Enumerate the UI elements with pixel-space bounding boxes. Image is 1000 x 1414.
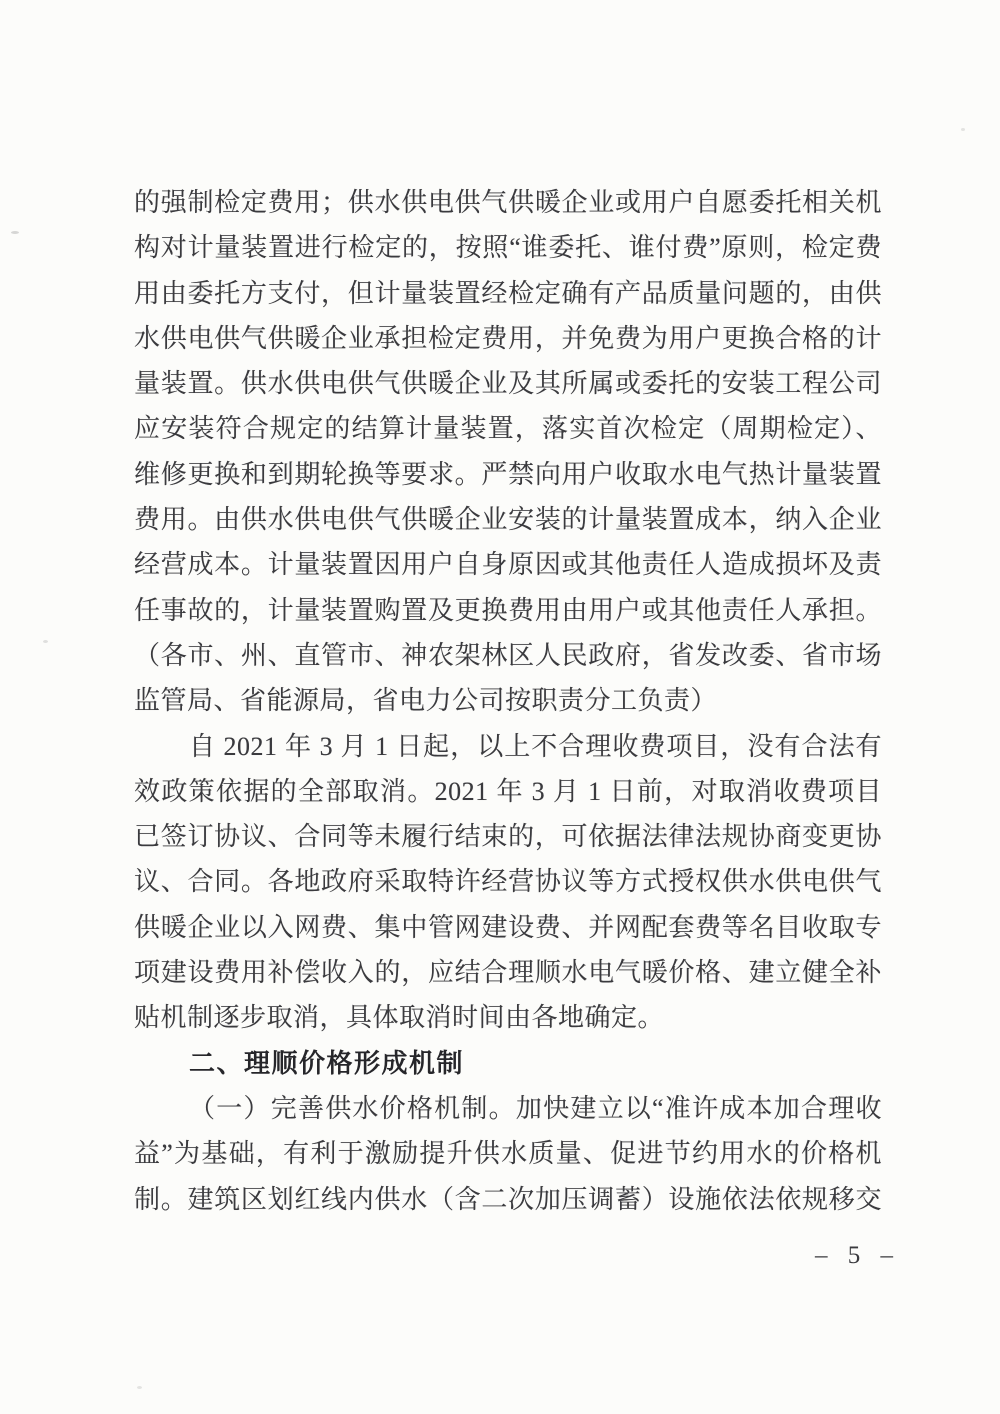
text-line: 任事故的，计量装置购置及更换费用由用户或其他责任人承担。 xyxy=(134,595,882,625)
document-body xyxy=(134,180,882,1222)
scan-speckle xyxy=(137,1386,142,1389)
text-line: 自 2021 年 3 月 1 日起，以上不合理收费项目，没有合法有 xyxy=(189,731,882,761)
text-line: 的强制检定费用；供水供电供气供暖企业或用户自愿委托相关机 xyxy=(134,188,882,217)
scan-speckle xyxy=(43,640,48,643)
text-line: 议、合同。各地政府采取特许经营协议等方式授权供水供电供气 xyxy=(134,867,882,897)
scan-speckle xyxy=(961,128,965,131)
text-line: 应安装符合规定的结算计量装置，落实首次检定（周期检定）、 xyxy=(134,414,882,444)
text-line: 贴机制逐步取消，具体取消时间由各地确定。 xyxy=(134,1003,665,1033)
text-line: 维修更换和到期轮换等要求。严禁向用户收取水电气热计量装置 xyxy=(134,459,882,489)
text-line: 供暖企业以入网费、集中管网建设费、并网配套费等名目收取专 xyxy=(134,912,882,942)
text-line: 项建设费用补偿收入的，应结合理顺水电气暖价格、建立健全补 xyxy=(134,958,882,988)
text-line: 构对计量装置进行检定的，按照“谁委托、谁付费”原则，检定费 xyxy=(134,233,882,263)
scan-speckle xyxy=(11,231,19,234)
page-number: – 5 – xyxy=(815,1242,900,1269)
text-line: （各市、州、直管市、神农架林区人民政府，省发改委、省市场 xyxy=(134,640,882,670)
text-line: （一）完善供水价格机制。加快建立以“准许成本加合理收 xyxy=(189,1093,882,1123)
text-line: 效政策依据的全部取消。2021 年 3 月 1 日前，对取消收费项目 xyxy=(134,776,882,806)
text-line: 二、理顺价格形成机制 xyxy=(189,1047,465,1078)
text-line: 水供电供气供暖企业承担检定费用，并免费为用户更换合格的计 xyxy=(134,323,882,353)
text-line: 费用。由供水供电供气供暖企业安装的计量装置成本，纳入企业 xyxy=(134,505,882,535)
text-line: 制。建筑区划红线内供水（含二次加压调蓄）设施依法依规移交 xyxy=(134,1184,882,1214)
text-line: 监管局、省能源局，省电力公司按职责分工负责） xyxy=(134,686,718,716)
text-line: 益”为基础，有利于激励提升供水质量、促进节约用水的价格机 xyxy=(134,1139,882,1169)
text-line: 已签订协议、合同等未履行结束的，可依据法律法规协商变更协 xyxy=(134,822,882,852)
text-line: 量装置。供水供电供气供暖企业及其所属或委托的安装工程公司 xyxy=(134,369,882,399)
text-line: 经营成本。计量装置因用户自身原因或其他责任人造成损坏及责 xyxy=(134,550,882,580)
text-line: 用由委托方支付，但计量装置经检定确有产品质量问题的，由供 xyxy=(134,278,882,308)
